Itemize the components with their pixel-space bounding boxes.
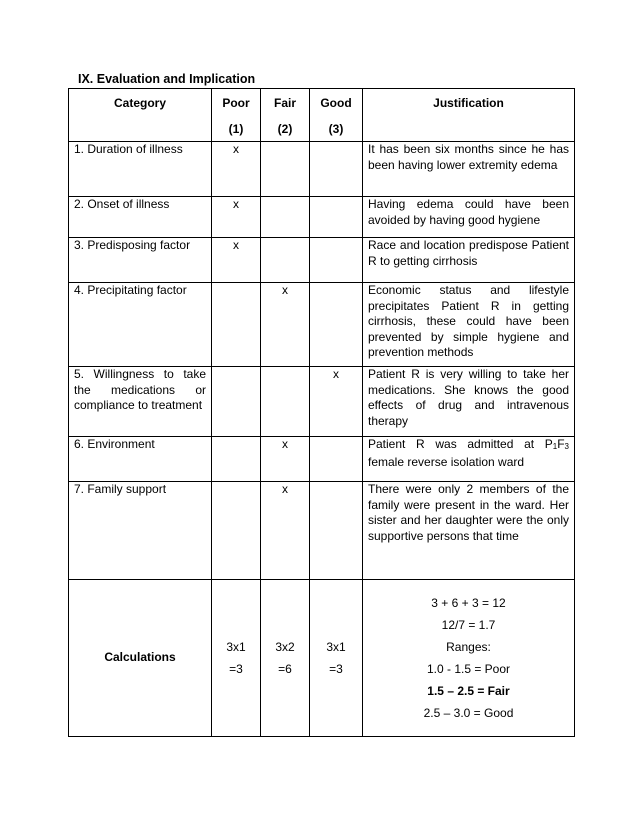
calc-fair: 3x2 =6 xyxy=(261,580,310,737)
row-justification: There were only 2 members of the family were present in the ward. Her sister and her daughter were the only supportive persons that time xyxy=(363,482,575,580)
row-fair-mark xyxy=(261,197,310,238)
evaluation-table xyxy=(68,88,575,737)
table-row xyxy=(69,367,575,437)
row-justification: It has been six months since he has been having lower extremity edema xyxy=(363,142,575,197)
range-fair: 1.5 – 2.5 = Fair xyxy=(427,684,510,698)
row-category: 5. Willingness to take the medications or compliance to treatment xyxy=(69,367,212,437)
row-fair-mark xyxy=(261,238,310,283)
header-poor: Poor (1) xyxy=(212,89,261,142)
calc-result xyxy=(363,580,575,737)
row-justification: Race and location predispose Patient R to getting cirrhosis xyxy=(363,238,575,283)
row-poor-mark xyxy=(212,283,261,367)
table-row xyxy=(69,238,575,283)
header-justification: Justification xyxy=(363,89,575,142)
row-good-mark xyxy=(310,238,363,283)
row-fair-mark: x xyxy=(261,437,310,482)
row-good-mark xyxy=(310,142,363,197)
row-good-mark xyxy=(310,437,363,482)
calculations-label: Calculations xyxy=(69,580,212,737)
calc-poor: 3x1 =3 xyxy=(212,580,261,737)
row-poor-mark xyxy=(212,367,261,437)
table-row xyxy=(69,283,575,367)
row-justification: Having edema could have been avoided by having good hygiene xyxy=(363,197,575,238)
row-poor-mark xyxy=(212,482,261,580)
row-category: 2. Onset of illness xyxy=(69,197,212,238)
row-fair-mark: x xyxy=(261,283,310,367)
row-poor-mark xyxy=(212,437,261,482)
row-poor-mark: x xyxy=(212,238,261,283)
row-category: 1. Duration of illness xyxy=(69,142,212,197)
table-row xyxy=(69,482,575,580)
ranges-label: Ranges: xyxy=(446,640,491,654)
row-good-mark: x xyxy=(310,367,363,437)
row-fair-mark xyxy=(261,142,310,197)
row-category: 6. Environment xyxy=(69,437,212,482)
section-heading: IX. Evaluation and Implication xyxy=(78,72,256,86)
row-good-mark xyxy=(310,482,363,580)
table-row xyxy=(69,142,575,197)
row-category: 7. Family support xyxy=(69,482,212,580)
row-good-mark xyxy=(310,197,363,238)
table-row xyxy=(69,197,575,238)
calculations-row xyxy=(69,580,575,737)
header-fair: Fair (2) xyxy=(261,89,310,142)
header-good: Good (3) xyxy=(310,89,363,142)
row-justification: Economic status and lifestyle precipitates Patient R in getting cirrhosis, these could have been prevented by simple hygiene and prevention methods xyxy=(363,283,575,367)
row-category: 3. Predisposing factor xyxy=(69,238,212,283)
row-category: 4. Precipitating factor xyxy=(69,283,212,367)
header-category: Category xyxy=(69,89,212,142)
range-good: 2.5 – 3.0 = Good xyxy=(423,706,514,720)
calc-good: 3x1 =3 xyxy=(310,580,363,737)
header-row xyxy=(69,89,575,142)
row-poor-mark: x xyxy=(212,142,261,197)
row-good-mark xyxy=(310,283,363,367)
row-justification: Patient R was admitted at $P_1F_3$ female reverse isolation ward xyxy=(363,437,575,482)
row-fair-mark xyxy=(261,367,310,437)
row-justification: Patient R is very willing to take her medications. She knows the good effects of drug and intravenous therapy xyxy=(363,367,575,437)
row-fair-mark: x xyxy=(261,482,310,580)
calc-sum: 3 + 6 + 3 = 12 xyxy=(431,596,506,610)
range-poor: 1.0 - 1.5 = Poor xyxy=(426,662,511,676)
table-row xyxy=(69,437,575,482)
row-poor-mark: x xyxy=(212,197,261,238)
calc-average: 12/7 = 1.7 xyxy=(441,618,496,632)
